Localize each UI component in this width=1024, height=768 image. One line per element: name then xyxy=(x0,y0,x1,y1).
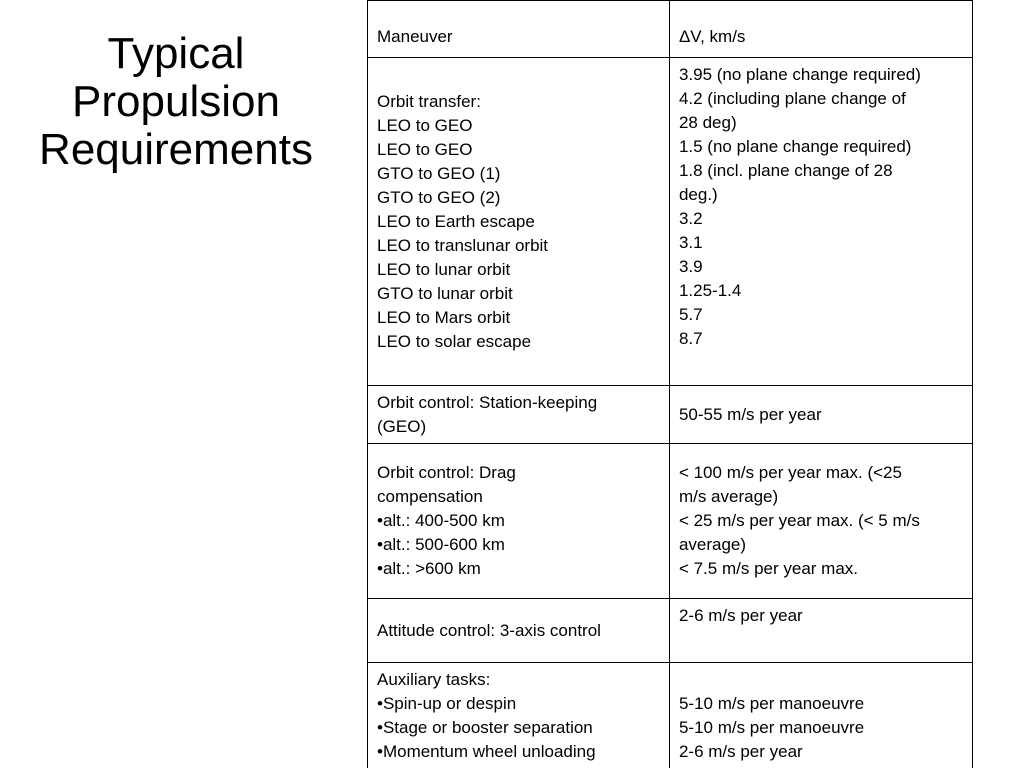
table-row-orbit-transfer xyxy=(368,58,973,386)
delta-v-value: 5-10 m/s per manoeuvre xyxy=(678,694,865,713)
maneuver-line: Auxiliary tasks: xyxy=(377,670,491,689)
maneuver-line: •Stage or booster separation xyxy=(377,718,593,737)
slide-title xyxy=(0,30,352,174)
maneuver-item: GTO to GEO (2) xyxy=(377,187,501,207)
maneuver-item: LEO to solar escape xyxy=(377,331,532,351)
table-row-attitude-control xyxy=(368,599,973,663)
cell-attitude-value: 2-6 m/s per year xyxy=(669,599,972,663)
delta-v-value: < 100 m/s per year max. (<25 xyxy=(678,463,902,482)
maneuver-item: LEO to GEO xyxy=(377,139,473,159)
delta-v-value: 5.7 xyxy=(678,305,703,324)
maneuver-line: •alt.: 400-500 km xyxy=(377,511,505,530)
title-line-3: Requirements xyxy=(39,125,313,174)
delta-v-value: < 25 m/s per year max. (< 5 m/s xyxy=(678,511,920,530)
delta-v-value: 3.9 xyxy=(678,257,703,276)
table-row-station-keeping xyxy=(368,386,973,444)
cell-orbit-transfer-maneuvers xyxy=(368,58,670,386)
maneuver-item: LEO to translunar orbit xyxy=(377,235,549,255)
maneuver-line: •Spin-up or despin xyxy=(377,694,517,713)
cell-orbit-transfer-values xyxy=(669,58,972,386)
spacer xyxy=(679,668,963,692)
delta-v-value: 2-6 m/s per year xyxy=(678,742,803,761)
propulsion-requirements-table xyxy=(367,0,973,768)
cell-drag-values xyxy=(669,444,972,599)
maneuver-item: LEO to Mars orbit xyxy=(377,307,511,327)
maneuver-line: (GEO) xyxy=(377,416,427,436)
cell-station-keeping-value: 50-55 m/s per year xyxy=(669,386,972,444)
delta-v-value: < 7.5 m/s per year max. xyxy=(678,559,858,578)
cell-auxiliary-values xyxy=(669,663,972,768)
maneuver-item: LEO to GEO xyxy=(377,115,473,135)
maneuver-item: LEO to Earth escape xyxy=(377,211,535,231)
header-maneuver: Maneuver xyxy=(368,1,670,58)
header-delta-v: ΔV, km/s xyxy=(669,1,972,58)
orbit-transfer-heading: Orbit transfer: xyxy=(377,91,481,111)
table-row-auxiliary-tasks xyxy=(368,663,973,768)
maneuver-line: compensation xyxy=(377,487,483,506)
cell-auxiliary-maneuver xyxy=(368,663,670,768)
cell-drag-maneuver xyxy=(368,444,670,599)
maneuver-line: •Momentum wheel unloading xyxy=(377,742,596,761)
maneuver-item: GTO to GEO (1) xyxy=(377,163,501,183)
title-line-1: Typical xyxy=(107,29,245,78)
delta-v-value: average) xyxy=(678,535,747,554)
delta-v-value: 3.2 xyxy=(678,209,703,228)
cell-station-keeping-maneuver xyxy=(368,386,670,444)
maneuver-item: LEO to lunar orbit xyxy=(377,259,511,279)
table-header-row xyxy=(368,1,973,58)
delta-v-value: 5-10 m/s per manoeuvre xyxy=(678,718,865,737)
title-line-2: Propulsion xyxy=(72,77,280,126)
delta-v-value: 4.2 (including plane change of xyxy=(678,89,906,108)
delta-v-value: 1.5 (no plane change required) xyxy=(678,137,912,156)
maneuver-line: •alt.: 500-600 km xyxy=(377,535,505,554)
delta-v-value: 3.95 (no plane change required) xyxy=(678,65,921,84)
delta-v-value: 28 deg) xyxy=(678,113,737,132)
delta-v-value: 1.25-1.4 xyxy=(678,281,742,300)
maneuver-item: GTO to lunar orbit xyxy=(377,283,513,303)
table-row-drag-compensation xyxy=(368,444,973,599)
delta-v-value: 8.7 xyxy=(678,329,703,348)
maneuver-line: Orbit control: Station-keeping xyxy=(377,392,598,412)
delta-v-value: 3.1 xyxy=(678,233,703,252)
maneuver-line: •alt.: >600 km xyxy=(377,559,481,578)
delta-v-value: deg.) xyxy=(678,185,718,204)
delta-v-value: m/s average) xyxy=(678,487,779,506)
maneuver-line: Orbit control: Drag xyxy=(377,463,516,482)
cell-attitude-maneuver: Attitude control: 3-axis control xyxy=(368,599,670,663)
delta-v-value: 1.8 (incl. plane change of 28 xyxy=(678,161,893,180)
